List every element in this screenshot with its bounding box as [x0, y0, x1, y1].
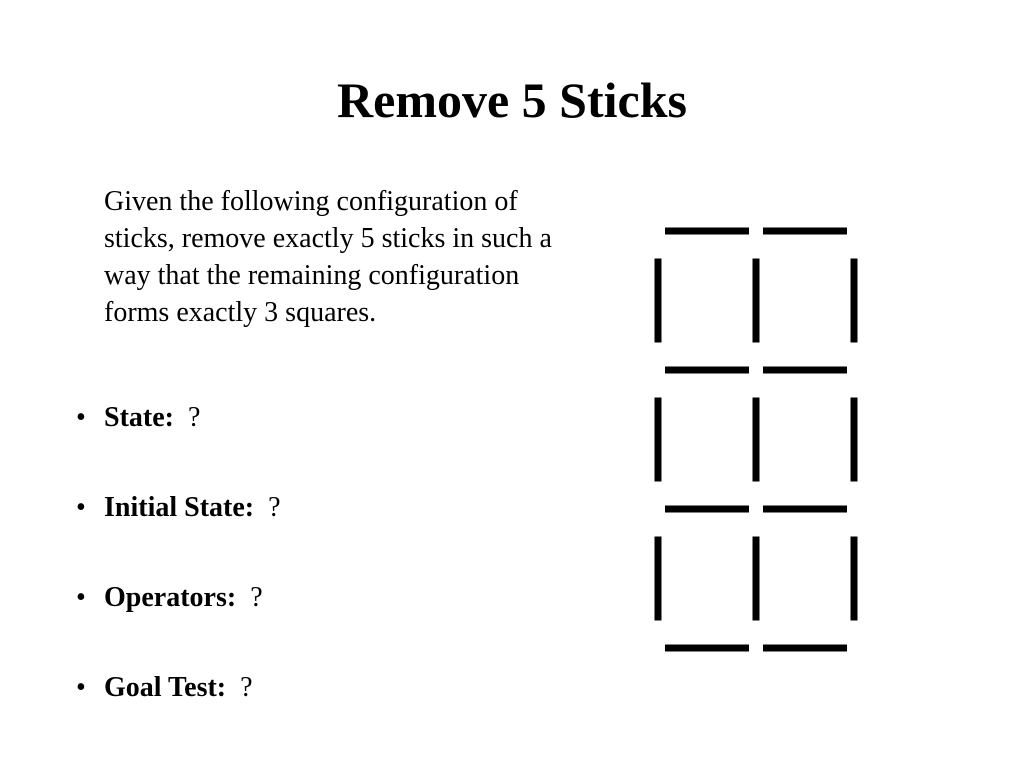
intro-paragraph: Given the following configuration of sticks, remove exactly 5 sticks in such a way that the remaining configuration forms exactly 3 squares.	[104, 186, 552, 328]
bullet-value: ?	[250, 582, 263, 613]
bullet-dot: •	[76, 492, 86, 523]
bullet-label: Goal Test:	[104, 672, 227, 703]
bullet-value: ?	[240, 672, 253, 703]
bullet-dot: •	[76, 582, 86, 613]
bullet-label: State:	[104, 402, 174, 433]
bullet-label: Initial State:	[104, 492, 255, 523]
sticks-figure	[640, 205, 880, 655]
bullet-dot: •	[76, 402, 86, 433]
bullet-label: Operators:	[104, 582, 237, 613]
bullet-value: ?	[187, 402, 201, 433]
slide-title: Remove 5 Sticks	[337, 72, 687, 128]
bullet-dot: •	[76, 672, 86, 703]
bullet-value: ?	[268, 492, 281, 523]
